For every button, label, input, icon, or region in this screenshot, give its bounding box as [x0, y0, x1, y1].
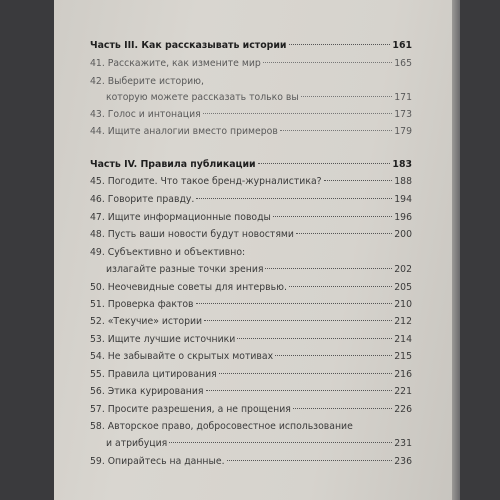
- toc-entry-title: 43. Голос и интонация: [90, 109, 201, 120]
- toc-entry-page: 214: [394, 334, 412, 345]
- toc-entry-page: 165: [394, 58, 412, 69]
- toc-entry-48: [90, 227, 412, 243]
- toc-entry-page: 231: [394, 438, 412, 449]
- toc-entry-page: 194: [394, 194, 412, 205]
- leader-dots: [275, 355, 392, 356]
- toc-entry-42-continuation: [106, 90, 412, 106]
- toc-entry-56: [90, 384, 412, 400]
- part-3-heading: [90, 38, 412, 54]
- toc-entry-49: [90, 245, 412, 261]
- toc-entry-59: [90, 454, 412, 470]
- toc-entry-49-continuation: [106, 262, 412, 278]
- toc-entry-50: [90, 280, 412, 296]
- toc-entry-page: 200: [394, 229, 412, 240]
- part-3-title: Часть III. Как рассказывать истории: [90, 40, 287, 51]
- toc-entry-title-cont: и атрибуция: [106, 438, 168, 449]
- toc-entry-44: [90, 124, 412, 140]
- toc-entry-title: 48. Пусть ваши новости будут новостями: [90, 229, 294, 240]
- leader-dots: [258, 163, 391, 164]
- leader-dots: [206, 390, 393, 391]
- toc-entry-page: 236: [394, 456, 412, 467]
- toc-entry-title: 57. Просите разрешения, а не прощения: [90, 404, 291, 415]
- toc-entry-page: 196: [394, 212, 412, 223]
- toc-entry-page: 188: [394, 176, 412, 187]
- toc-entry-46: [90, 192, 412, 208]
- toc-entry-41: [90, 56, 412, 72]
- toc-entry-title: 47. Ищите информационные поводы: [90, 212, 271, 223]
- leader-dots: [169, 442, 392, 443]
- toc-entry-42: [90, 74, 412, 90]
- leader-dots: [196, 303, 393, 304]
- toc-entry-page: 205: [394, 282, 412, 293]
- leader-dots: [196, 198, 392, 199]
- toc-entry-page: 215: [394, 351, 412, 362]
- leader-dots: [219, 373, 392, 374]
- leader-dots: [237, 338, 392, 339]
- toc-entry-title: 56. Этика курирования: [90, 386, 204, 397]
- toc-entry-page: 179: [394, 126, 412, 137]
- toc-entry-page: 202: [394, 264, 412, 275]
- toc-entry-title: 45. Погодите. Что такое бренд-журналистика?: [90, 176, 322, 187]
- toc-entry-title: 55. Правила цитирования: [90, 369, 217, 380]
- leader-dots: [204, 320, 392, 321]
- leader-dots: [289, 286, 392, 287]
- part-4-page: 183: [392, 159, 412, 170]
- toc-entry-51: [90, 297, 412, 313]
- toc-entry-title-cont: излагайте разные точки зрения: [106, 264, 264, 275]
- part-4-heading: [90, 157, 412, 173]
- leader-dots: [289, 44, 391, 45]
- toc-entry-title: 49. Субъективно и объективно:: [90, 247, 246, 258]
- leader-dots: [280, 130, 392, 131]
- toc-entry-title: 44. Ищите аналогии вместо примеров: [90, 126, 278, 137]
- toc-entry-title: 53. Ищите лучшие источники: [90, 334, 236, 345]
- toc-entry-page: 171: [394, 92, 412, 103]
- toc-entry-47: [90, 210, 412, 226]
- leader-dots: [203, 113, 392, 114]
- leader-dots: [324, 180, 393, 181]
- toc-entry-title: 59. Опирайтесь на данные.: [90, 456, 225, 467]
- toc-entry-title: 46. Говорите правду.: [90, 194, 195, 205]
- toc-entry-page: 221: [394, 386, 412, 397]
- toc-entry-title-cont: которую можете рассказать только вы: [106, 92, 299, 103]
- toc-entry-58: [90, 419, 412, 435]
- leader-dots: [265, 268, 392, 269]
- leader-dots: [227, 460, 393, 461]
- leader-dots: [296, 233, 392, 234]
- toc-entry-title: 41. Расскажите, как измените мир: [90, 58, 261, 69]
- toc-entry-title: 50. Неочевидные советы для интервью.: [90, 282, 287, 293]
- toc-entry-43: [90, 107, 412, 123]
- toc-entry-page: 173: [394, 109, 412, 120]
- toc-entry-57: [90, 402, 412, 418]
- toc-entry-title: 58. Авторское право, добросовестное использование: [90, 421, 353, 432]
- toc-entry-52: [90, 314, 412, 330]
- leader-dots: [263, 62, 392, 63]
- part-3-page: 161: [392, 40, 412, 51]
- toc-entry-page: 212: [394, 316, 412, 327]
- toc-entry-title: 52. «Текучие» истории: [90, 316, 203, 327]
- leader-dots: [273, 216, 392, 217]
- toc-entry-45: [90, 174, 412, 190]
- page-edge: [452, 0, 460, 500]
- leader-dots: [293, 408, 392, 409]
- toc-entry-page: 226: [394, 404, 412, 415]
- toc-entry-page: 216: [394, 369, 412, 380]
- toc-entry-page: 210: [394, 299, 412, 310]
- leader-dots: [301, 96, 393, 97]
- toc-entry-title: 54. Не забывайте о скрытых мотивах: [90, 351, 274, 362]
- toc-entry-53: [90, 332, 412, 348]
- toc-entry-title: 51. Проверка фактов: [90, 299, 194, 310]
- toc-entry-55: [90, 367, 412, 383]
- part-4-title: Часть IV. Правила публикации: [90, 159, 256, 170]
- toc-entry-54: [90, 349, 412, 365]
- toc-entry-58-continuation: [106, 436, 412, 452]
- book-page: [54, 0, 454, 500]
- toc-entry-title: 42. Выберите историю,: [90, 76, 204, 87]
